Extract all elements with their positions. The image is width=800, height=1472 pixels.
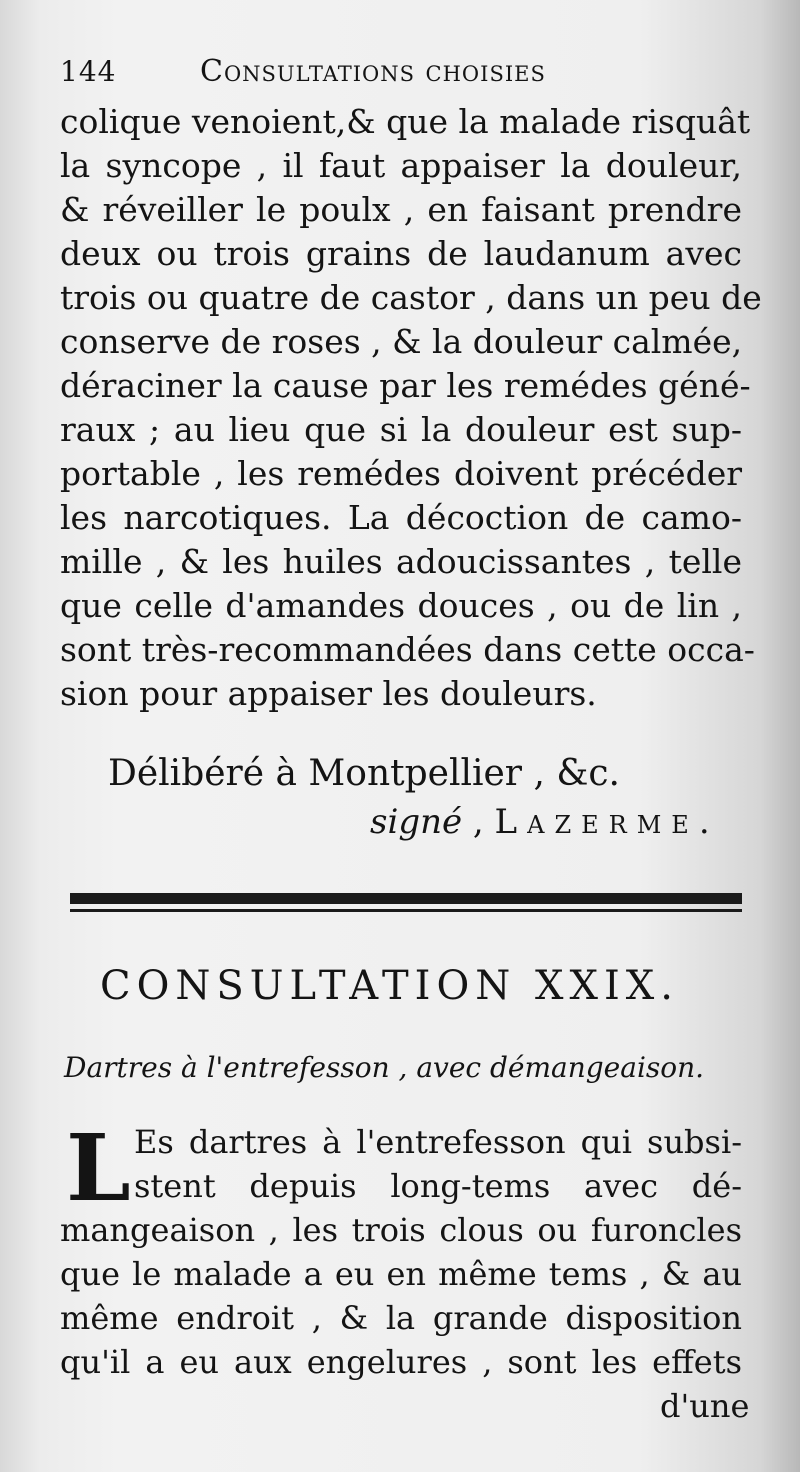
section-divider-thin: [70, 909, 742, 912]
text-line: mille , & les huiles adoucissantes , telle: [60, 542, 742, 581]
signer-name: Lazerme.: [494, 802, 720, 842]
text-line: Es dartres à l'entrefesson qui subsi-: [134, 1123, 742, 1161]
signature-line: [370, 800, 720, 844]
text-line: que celle d'amandes douces , ou de lin ,: [60, 586, 742, 625]
text-line: raux ; au lieu que si la douleur est sup-: [60, 410, 742, 449]
signed-label: signé: [370, 802, 463, 842]
drop-cap: L: [66, 1114, 131, 1222]
text-line: la syncope , il faut appaiser la douleur,: [60, 146, 742, 185]
section-divider-thick: [70, 893, 742, 904]
deliberation-line: Délibéré à Montpellier , &c.: [108, 753, 620, 794]
running-header: [60, 48, 750, 96]
signed-separator: ,: [462, 802, 495, 842]
text-line: sont très-recommandées dans cette occa-: [60, 630, 755, 669]
page-number: 144: [60, 55, 117, 88]
text-line: trois ou quatre de castor , dans un peu de: [60, 278, 762, 317]
catchword: d'une: [660, 1387, 750, 1425]
text-line: & réveiller le poulx , en faisant prendre: [60, 190, 742, 229]
text-line: les narcotiques. La décoction de camo-: [60, 498, 742, 537]
running-title: Consultations choisies: [200, 54, 546, 89]
text-line-last: sion pour appaiser les douleurs.: [60, 674, 597, 713]
text-line: mangeaison , les trois clous ou furoncles: [60, 1211, 742, 1249]
text-line: que le malade a eu en même tems , & au: [60, 1255, 742, 1293]
section-subtitle: Dartres à l'entrefesson , avec démangeaison.: [64, 1051, 705, 1084]
text-line: déraciner la cause par les remédes géné-: [60, 366, 751, 405]
text-line: portable , les remédes doivent précéder: [60, 454, 742, 493]
text-line: qu'il a eu aux engelures , sont les effets: [60, 1343, 742, 1381]
text-line: stent depuis long-tems avec dé-: [134, 1167, 742, 1205]
text-line: conserve de roses , & la douleur calmée,: [60, 322, 743, 361]
text-line: colique venoient,& que la malade risquât: [60, 102, 751, 141]
section-title: CONSULTATION XXIX.: [100, 963, 679, 1009]
text-line: deux ou trois grains de laudanum avec: [60, 234, 742, 273]
text-line: même endroit , & la grande disposition: [60, 1299, 742, 1337]
